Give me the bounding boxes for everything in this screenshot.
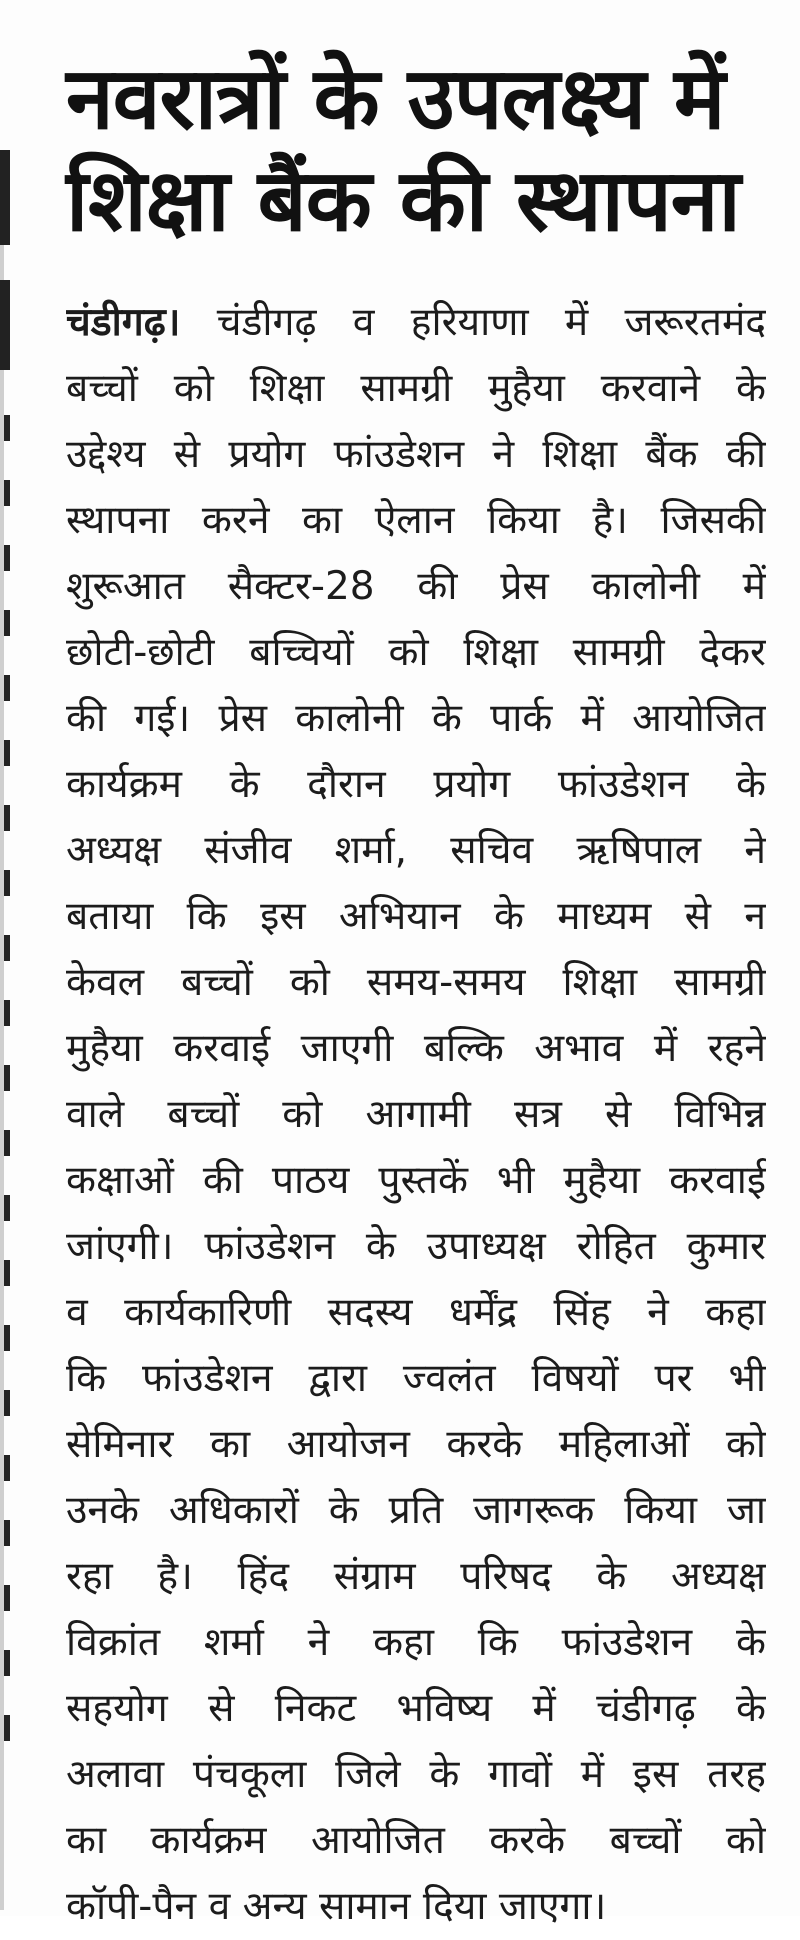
adjacent-column-fragment — [0, 150, 28, 1910]
article-line: कार्यक्रम के दौरान प्रयोग फांउडेशन के — [66, 762, 766, 807]
cropped-glyph — [4, 545, 10, 571]
article-line — [66, 290, 766, 356]
cropped-glyph — [4, 935, 10, 961]
cropped-glyph — [4, 870, 10, 896]
article-line: रहा है। हिंद संग्राम परिषद के अध्यक्ष — [66, 1554, 766, 1599]
headline-line-1: नवरात्रों के उपलक्ष्य में — [66, 49, 725, 149]
article-line: का कार्यक्रम आयोजित करके बच्चों को — [66, 1818, 766, 1863]
cropped-glyph — [4, 675, 10, 701]
article-line: कॉपी-पैन व अन्य सामान दिया जाएगा। — [66, 1884, 607, 1929]
article-line: अलावा पंचकूला जिले के गावों में इस तरह — [66, 1752, 766, 1797]
article-line: स्थापना करने का ऐलान किया है। जिसकी — [66, 498, 766, 543]
article-line: केवल बच्चों को समय-समय शिक्षा सामग्री — [66, 960, 766, 1005]
cropped-glyph — [4, 1000, 10, 1026]
cropped-glyph — [0, 150, 10, 245]
article-line: कक्षाओं की पाठय पुस्तकें भी मुहैया करवाई — [66, 1158, 766, 1203]
article-line: विक्रांत शर्मा ने कहा कि फांउडेशन के — [66, 1620, 766, 1665]
cropped-glyph — [4, 1065, 10, 1091]
article-line: जांएगी। फांउडेशन के उपाध्यक्ष रोहित कुमार — [66, 1224, 766, 1269]
cropped-glyph — [4, 1325, 10, 1351]
cropped-glyph — [4, 1195, 10, 1221]
article-line: उद्देश्य से प्रयोग फांउडेशन ने शिक्षा बैंक की — [66, 432, 766, 477]
article-line: बच्चों को शिक्षा सामग्री मुहैया करवाने के — [66, 366, 766, 411]
cropped-glyph — [4, 1520, 10, 1546]
cropped-glyph — [4, 1455, 10, 1481]
headline — [66, 48, 766, 252]
article-line-text: चंडीगढ़ व हरियाणा में जरूरतमंद — [180, 300, 766, 345]
article-body — [66, 290, 766, 1940]
article-line: कि फांउडेशन द्वारा ज्वलंत विषयों पर भी — [66, 1356, 766, 1401]
article-line: व कार्यकारिणी सदस्य धर्मेंद्र सिंह ने कहा — [66, 1290, 766, 1335]
article-line: उनके अधिकारों के प्रति जागरूक किया जा — [66, 1488, 766, 1533]
article-line: की गई। प्रेस कालोनी के पार्क में आयोजित — [66, 696, 766, 741]
article-line: छोटी-छोटी बच्चियों को शिक्षा सामग्री देकर — [66, 630, 766, 675]
cropped-glyph — [4, 1585, 10, 1611]
dateline: चंडीगढ़। — [66, 300, 181, 345]
cropped-glyph — [4, 610, 10, 636]
article-line: अध्यक्ष संजीव शर्मा, सचिव ऋषिपाल ने — [66, 828, 766, 873]
article-line: सेमिनार का आयोजन करके महिलाओं को — [66, 1422, 766, 1467]
cropped-glyph — [4, 415, 10, 441]
cropped-glyph — [4, 480, 10, 506]
headline-line-2: शिक्षा बैंक की स्थापना — [66, 151, 740, 251]
cropped-glyph — [4, 805, 10, 831]
article-line: सहयोग से निकट भविष्य में चंडीगढ़ के — [66, 1686, 766, 1731]
cropped-glyph — [4, 1130, 10, 1156]
cropped-glyph — [0, 280, 10, 370]
cropped-glyph — [4, 1650, 10, 1676]
cropped-glyph — [4, 1390, 10, 1416]
cropped-glyph — [4, 1715, 10, 1741]
cropped-glyph — [4, 740, 10, 766]
cropped-glyph — [4, 1260, 10, 1286]
article-line: बताया कि इस अभियान के माध्यम से न — [66, 894, 766, 939]
article-line: वाले बच्चों को आगामी सत्र से विभिन्न — [66, 1092, 766, 1137]
article-line: शुरूआत सैक्टर-28 की प्रेस कालोनी में — [66, 564, 766, 609]
article-line: मुहैया करवाई जाएगी बल्कि अभाव में रहने — [66, 1026, 766, 1071]
